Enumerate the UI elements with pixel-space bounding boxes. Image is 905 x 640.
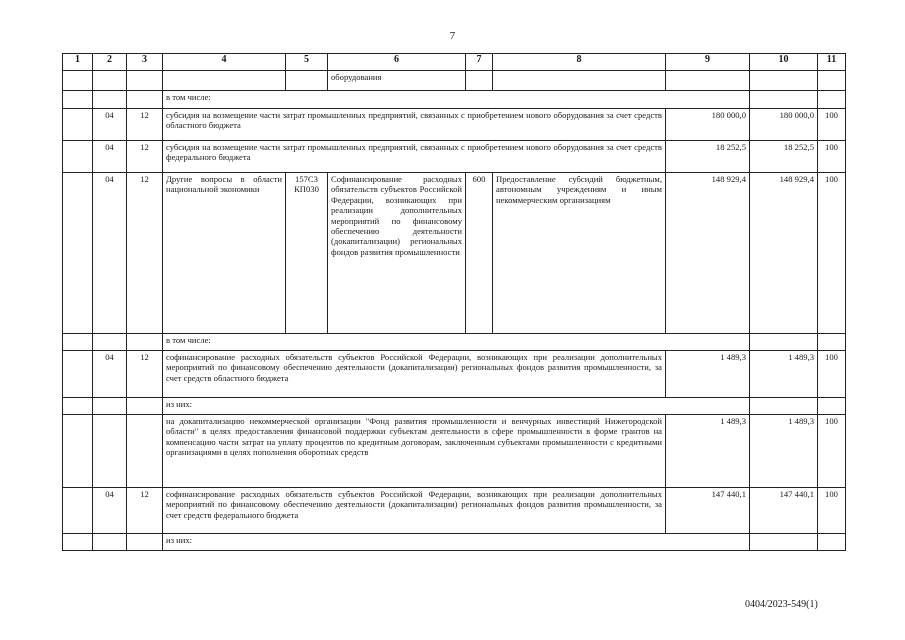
cell-subsection: 12 [127, 141, 163, 173]
cell-description: софинансирование расходных обязательств субъектов Российской Федерации, возникающих при реализации дополнительных мероприятий по финансовому обеспечению деятельности (докапитализации) региональных фондов развития промышленности, за счет средств федерального бюджета [163, 488, 666, 534]
cell-percent: 100 [818, 488, 846, 534]
cell-percent: 100 [818, 351, 846, 398]
table-row [63, 173, 846, 334]
header-cell: 8 [493, 54, 666, 71]
cell-plan: 1 489,3 [666, 415, 750, 488]
cell-description: софинансирование расходных обязательств субъектов Российской Федерации, возникающих при реализации дополнительных мероприятий по финансовому обеспечению деятельности (докапитализации) региональных фондов развития промышленности, за счет средств областного бюджета [163, 351, 666, 398]
cell-percent: 100 [818, 109, 846, 141]
cell-subsection: 12 [127, 488, 163, 534]
table-row [63, 141, 846, 173]
cell-section: 04 [93, 141, 127, 173]
cell-subsection: 12 [127, 173, 163, 334]
table-row [63, 534, 846, 551]
table-row [63, 109, 846, 141]
header-row [63, 54, 846, 71]
header-cell: 3 [127, 54, 163, 71]
row-label: в том числе: [163, 91, 750, 109]
cell-section: 04 [93, 488, 127, 534]
table-row [63, 351, 846, 398]
cell-section: 04 [93, 173, 127, 334]
table-row [63, 71, 846, 91]
cell-plan: 18 252,5 [666, 141, 750, 173]
cell-purpose: Софинансирование расходных обязательств субъектов Российской Федерации, возникающих при реализации дополнительных мероприятий по финансовому обеспечению деятельности (докапитализации) региональных фондов развития промышленности [328, 173, 466, 334]
header-cell: 1 [63, 54, 93, 71]
row-label: из них: [163, 398, 750, 415]
header-cell: 5 [286, 54, 328, 71]
cell-actual: 1 489,3 [750, 351, 818, 398]
table-row [63, 91, 846, 109]
cell-percent: 100 [818, 415, 846, 488]
cell-actual: 180 000,0 [750, 109, 818, 141]
cell-percent: 100 [818, 173, 846, 334]
cell-description: субсидия на возмещение части затрат промышленных предприятий, связанных с приобретением нового оборудования за счет средств федерального бюджета [163, 141, 666, 173]
table-row [63, 334, 846, 351]
cell-expense-name: Предоставление субсидий бюджетным, автономным учреждениям и иным некоммерческим организациям [493, 173, 666, 334]
table-row [63, 488, 846, 534]
cell-actual: 1 489,3 [750, 415, 818, 488]
cell-plan: 148 929,4 [666, 173, 750, 334]
cell-plan: 1 489,3 [666, 351, 750, 398]
header-cell: 2 [93, 54, 127, 71]
cell-target-code: 157С3 КП030 [286, 173, 328, 334]
cell-actual: 147 440,1 [750, 488, 818, 534]
cell-section: 04 [93, 351, 127, 398]
budget-table [62, 53, 846, 551]
cell-item-name: Другие вопросы в области национальной экономики [163, 173, 286, 334]
header-cell: 9 [666, 54, 750, 71]
document-code: 0404/2023-549(1) [745, 599, 818, 610]
cell-expense-type: 600 [466, 173, 493, 334]
header-cell: 6 [328, 54, 466, 71]
cell-plan: 147 440,1 [666, 488, 750, 534]
table-row [63, 398, 846, 415]
cell-plan: 180 000,0 [666, 109, 750, 141]
cell-subsection: 12 [127, 109, 163, 141]
header-cell: 4 [163, 54, 286, 71]
cell-actual: 148 929,4 [750, 173, 818, 334]
row-label: из них: [163, 534, 750, 551]
row-label: в том числе: [163, 334, 750, 351]
header-cell: 10 [750, 54, 818, 71]
table-row [63, 415, 846, 488]
cell-subsection: 12 [127, 351, 163, 398]
cell-section: 04 [93, 109, 127, 141]
cell-actual: 18 252,5 [750, 141, 818, 173]
cell-percent: 100 [818, 141, 846, 173]
cell-description: субсидия на возмещение части затрат промышленных предприятий, связанных с приобретением нового оборудования за счет средств областного бюджета [163, 109, 666, 141]
header-cell: 7 [466, 54, 493, 71]
page-number: 7 [449, 30, 456, 42]
cell-description: на докапитализацию некоммерческой организации "Фонд развития промышленности и венчурных инвестиций Нижегородской области" в целях предоставления финансовой поддержки субъектам деятельности в сфере промышленности в форме грантов на компенсацию части затрат на уплату процентов по кредитным договорам, заключенным субъектами промышленности с кредитными организациями в целях пополнения оборотных средств [163, 415, 666, 488]
cell-purpose: оборудования [328, 71, 466, 91]
header-cell: 11 [818, 54, 846, 71]
